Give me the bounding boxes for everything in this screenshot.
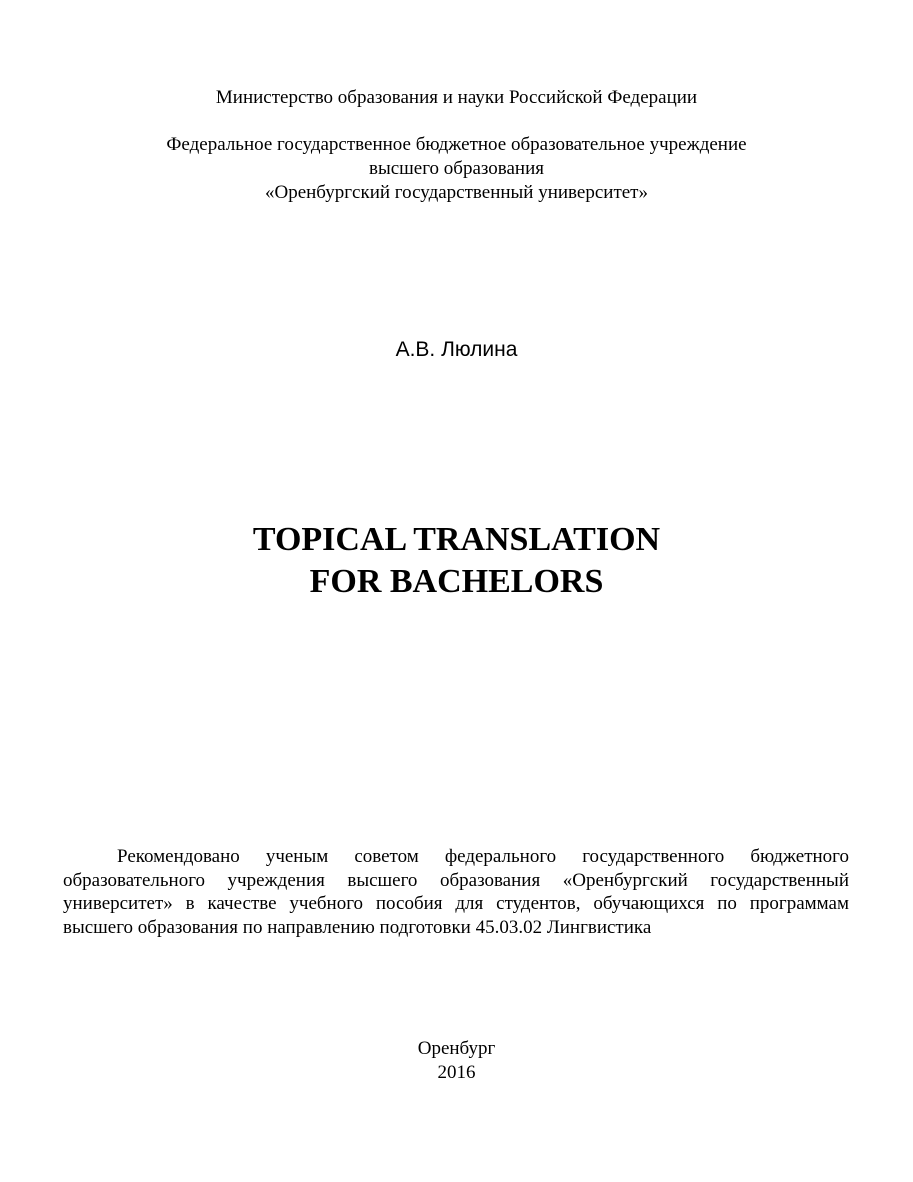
publication-year: 2016	[437, 1062, 476, 1083]
author-name: А.В. Люлина	[395, 338, 518, 361]
ministry-name: Министерство образования и науки Российской Федерации	[215, 87, 698, 108]
institution-line-1: Федеральное государственное бюджетное образовательное учреждение	[166, 134, 747, 155]
institution-line-3: «Оренбургский государственный университет»	[264, 182, 648, 203]
publication-city: Оренбург	[417, 1038, 496, 1059]
book-title-line-1: TOPICAL TRANSLATION	[252, 521, 661, 558]
recommendation-paragraph: Рекомендовано ученым советом федерального государственного бюджетного образовательного учреждения высшего образования «Оренбургский государственный университет» в качестве учебного пособия для студентов, обучающихся по программам высшего образования по направлению подготовки 45.03.02 Лингвистика	[63, 846, 849, 938]
book-title-line-2: FOR BACHELORS	[309, 563, 604, 600]
institution-line-2: высшего образования	[368, 158, 545, 179]
